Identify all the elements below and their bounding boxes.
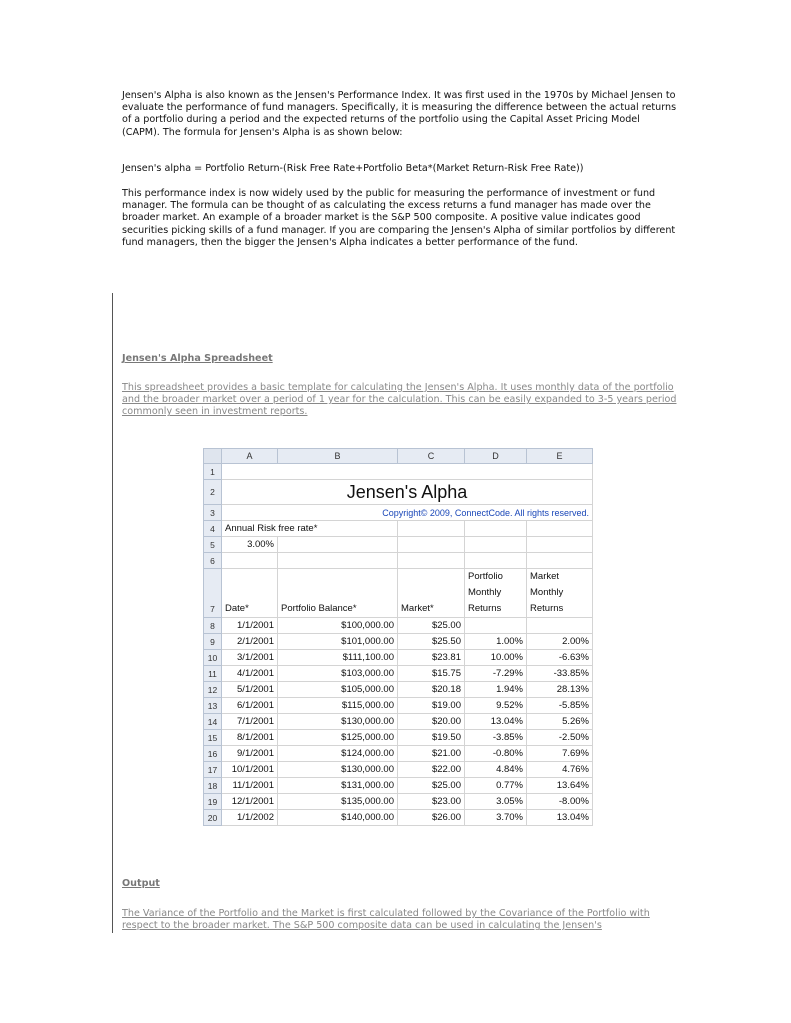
- spreadsheet-grid: [203, 448, 593, 826]
- portfolio-return-cell: 1.00%: [465, 634, 527, 650]
- copyright-notice: Copyright© 2009, ConnectCode. All rights reserved.: [222, 505, 593, 521]
- balance-cell: $135,000.00: [278, 794, 398, 810]
- balance-cell: $111,100.00: [278, 650, 398, 666]
- header-date: Date*: [222, 569, 278, 618]
- row-number: 11: [204, 666, 222, 682]
- date-cell: 1/1/2002: [222, 810, 278, 826]
- market-return-cell: 4.76%: [527, 762, 593, 778]
- row-number: 19: [204, 794, 222, 810]
- date-cell: 12/1/2001: [222, 794, 278, 810]
- data-row: [204, 762, 593, 778]
- output-heading-link[interactable]: Output: [122, 878, 160, 889]
- sheet-row: [204, 553, 593, 569]
- market-return-cell: 7.69%: [527, 746, 593, 762]
- market-cell: $26.00: [398, 810, 465, 826]
- portfolio-return-cell: -0.80%: [465, 746, 527, 762]
- balance-cell: $125,000.00: [278, 730, 398, 746]
- risk-free-label: Annual Risk free rate*: [222, 521, 398, 537]
- row-number: 17: [204, 762, 222, 778]
- balance-cell: $130,000.00: [278, 714, 398, 730]
- date-cell: 4/1/2001: [222, 666, 278, 682]
- portfolio-return-cell: -3.85%: [465, 730, 527, 746]
- sheet-row: [204, 480, 593, 505]
- balance-cell: $115,000.00: [278, 698, 398, 714]
- row-number: 7: [204, 569, 222, 618]
- data-row: [204, 666, 593, 682]
- column-header-c: C: [398, 449, 465, 464]
- row-number: 6: [204, 553, 222, 569]
- date-cell: 11/1/2001: [222, 778, 278, 794]
- market-return-cell: -2.50%: [527, 730, 593, 746]
- row-number: 3: [204, 505, 222, 521]
- market-cell: $19.00: [398, 698, 465, 714]
- row-number: 4: [204, 521, 222, 537]
- sheet-row: [204, 505, 593, 521]
- select-all-corner: [204, 449, 222, 464]
- sheet-title: Jensen's Alpha: [222, 480, 593, 505]
- market-cell: $23.81: [398, 650, 465, 666]
- portfolio-return-cell: 4.84%: [465, 762, 527, 778]
- market-return-cell: -5.85%: [527, 698, 593, 714]
- row-number: 20: [204, 810, 222, 826]
- data-row: [204, 810, 593, 826]
- data-row: [204, 682, 593, 698]
- row-number: 5: [204, 537, 222, 553]
- date-cell: 6/1/2001: [222, 698, 278, 714]
- balance-cell: $100,000.00: [278, 618, 398, 634]
- row-number: 1: [204, 464, 222, 480]
- data-row: [204, 618, 593, 634]
- data-row: [204, 778, 593, 794]
- market-return-cell: 5.26%: [527, 714, 593, 730]
- portfolio-return-cell: 3.70%: [465, 810, 527, 826]
- date-cell: 3/1/2001: [222, 650, 278, 666]
- row-number: 10: [204, 650, 222, 666]
- column-header-b: B: [278, 449, 398, 464]
- data-row: [204, 650, 593, 666]
- row-number: 8: [204, 618, 222, 634]
- formula-text: Jensen's alpha = Portfolio Return-(Risk Free Rate+Portfolio Beta*(Market Return-Risk Free Rate)): [122, 163, 584, 174]
- portfolio-return-cell: [465, 618, 527, 634]
- balance-cell: $130,000.00: [278, 762, 398, 778]
- market-cell: $15.75: [398, 666, 465, 682]
- intro-paragraph: Jensen's Alpha is also known as the Jensen's Performance Index. It was first used in the 1970s by Michael Jensen to evaluate the performance of fund managers. Specifically, it is measuring the difference between the actual returns of a portfolio during a period and the expected returns of the portfolio using the Capital Asset Pricing Model (CAPM). The formula for Jensen's Alpha is as shown below:: [122, 90, 677, 138]
- row-number: 2: [204, 480, 222, 505]
- market-return-cell: 13.64%: [527, 778, 593, 794]
- portfolio-return-cell: 10.00%: [465, 650, 527, 666]
- sheet-row: [204, 464, 593, 480]
- header-market: Market*: [398, 569, 465, 618]
- header-portfolio-balance: Portfolio Balance*: [278, 569, 398, 618]
- balance-cell: $103,000.00: [278, 666, 398, 682]
- portfolio-return-cell: 1.94%: [465, 682, 527, 698]
- data-row: [204, 746, 593, 762]
- date-cell: 5/1/2001: [222, 682, 278, 698]
- output-description-link[interactable]: The Variance of the Portfolio and the Market is first calculated followed by the Covariance of the Portfolio with respect to the broader market. The S&P 500 composite data can be used in calculating the Jensen's: [122, 908, 650, 932]
- row-number: 16: [204, 746, 222, 762]
- balance-cell: $131,000.00: [278, 778, 398, 794]
- data-row: [204, 698, 593, 714]
- data-row: [204, 730, 593, 746]
- portfolio-return-cell: 3.05%: [465, 794, 527, 810]
- date-cell: 7/1/2001: [222, 714, 278, 730]
- row-number: 14: [204, 714, 222, 730]
- row-number: 13: [204, 698, 222, 714]
- intro-paragraph-2: This performance index is now widely used by the public for measuring the performance of investment or fund manager. The formula can be thought of as calculating the excess returns a fund manager has made over the broader market. An example of a broader market is the S&P 500 composite. A positive value indicates good securities picking skills of a fund manager. If you are comparing the Jensen's Alpha of similar portfolios by different fund managers, then the bigger the Jensen's Alpha indicates a better performance of the fund.: [122, 188, 676, 248]
- spreadsheet-heading-link[interactable]: Jensen's Alpha Spreadsheet: [122, 353, 273, 364]
- market-cell: $21.00: [398, 746, 465, 762]
- balance-cell: $124,000.00: [278, 746, 398, 762]
- market-cell: $19.50: [398, 730, 465, 746]
- portfolio-return-cell: -7.29%: [465, 666, 527, 682]
- market-cell: $20.00: [398, 714, 465, 730]
- column-header-e: E: [527, 449, 593, 464]
- data-row: [204, 634, 593, 650]
- row-number: 9: [204, 634, 222, 650]
- column-header-row: [204, 449, 593, 464]
- header-market-monthly-returns: Market Monthly Returns: [527, 569, 593, 618]
- balance-cell: $105,000.00: [278, 682, 398, 698]
- market-cell: $25.00: [398, 618, 465, 634]
- data-row: [204, 714, 593, 730]
- market-return-cell: -33.85%: [527, 666, 593, 682]
- balance-cell: $101,000.00: [278, 634, 398, 650]
- column-header-a: A: [222, 449, 278, 464]
- sheet-header-row: [204, 569, 593, 618]
- sheet-row: [204, 521, 593, 537]
- market-cell: $22.00: [398, 762, 465, 778]
- market-return-cell: 28.13%: [527, 682, 593, 698]
- data-row: [204, 794, 593, 810]
- risk-free-value: 3.00%: [222, 537, 278, 553]
- spreadsheet-description-link[interactable]: This spreadsheet provides a basic template for calculating the Jensen's Alpha. It uses monthly data of the portfolio and the broader market over a period of 1 year for the calculation. This can be easily expanded to 3-5 years period commonly seen in investment reports.: [122, 382, 677, 418]
- row-number: 18: [204, 778, 222, 794]
- column-header-d: D: [465, 449, 527, 464]
- date-cell: 10/1/2001: [222, 762, 278, 778]
- sheet-row: [204, 537, 593, 553]
- portfolio-return-cell: 9.52%: [465, 698, 527, 714]
- date-cell: 1/1/2001: [222, 618, 278, 634]
- portfolio-return-cell: 0.77%: [465, 778, 527, 794]
- date-cell: 8/1/2001: [222, 730, 278, 746]
- market-return-cell: 2.00%: [527, 634, 593, 650]
- date-cell: 2/1/2001: [222, 634, 278, 650]
- date-cell: 9/1/2001: [222, 746, 278, 762]
- market-return-cell: [527, 618, 593, 634]
- market-cell: $20.18: [398, 682, 465, 698]
- market-return-cell: 13.04%: [527, 810, 593, 826]
- row-number: 15: [204, 730, 222, 746]
- market-cell: $23.00: [398, 794, 465, 810]
- market-return-cell: -8.00%: [527, 794, 593, 810]
- market-cell: $25.00: [398, 778, 465, 794]
- spreadsheet-image: [203, 448, 592, 823]
- row-number: 12: [204, 682, 222, 698]
- market-return-cell: -6.63%: [527, 650, 593, 666]
- market-cell: $25.50: [398, 634, 465, 650]
- left-margin-rule: [112, 293, 113, 933]
- balance-cell: $140,000.00: [278, 810, 398, 826]
- portfolio-return-cell: 13.04%: [465, 714, 527, 730]
- header-portfolio-monthly-returns: Portfolio Monthly Returns: [465, 569, 527, 618]
